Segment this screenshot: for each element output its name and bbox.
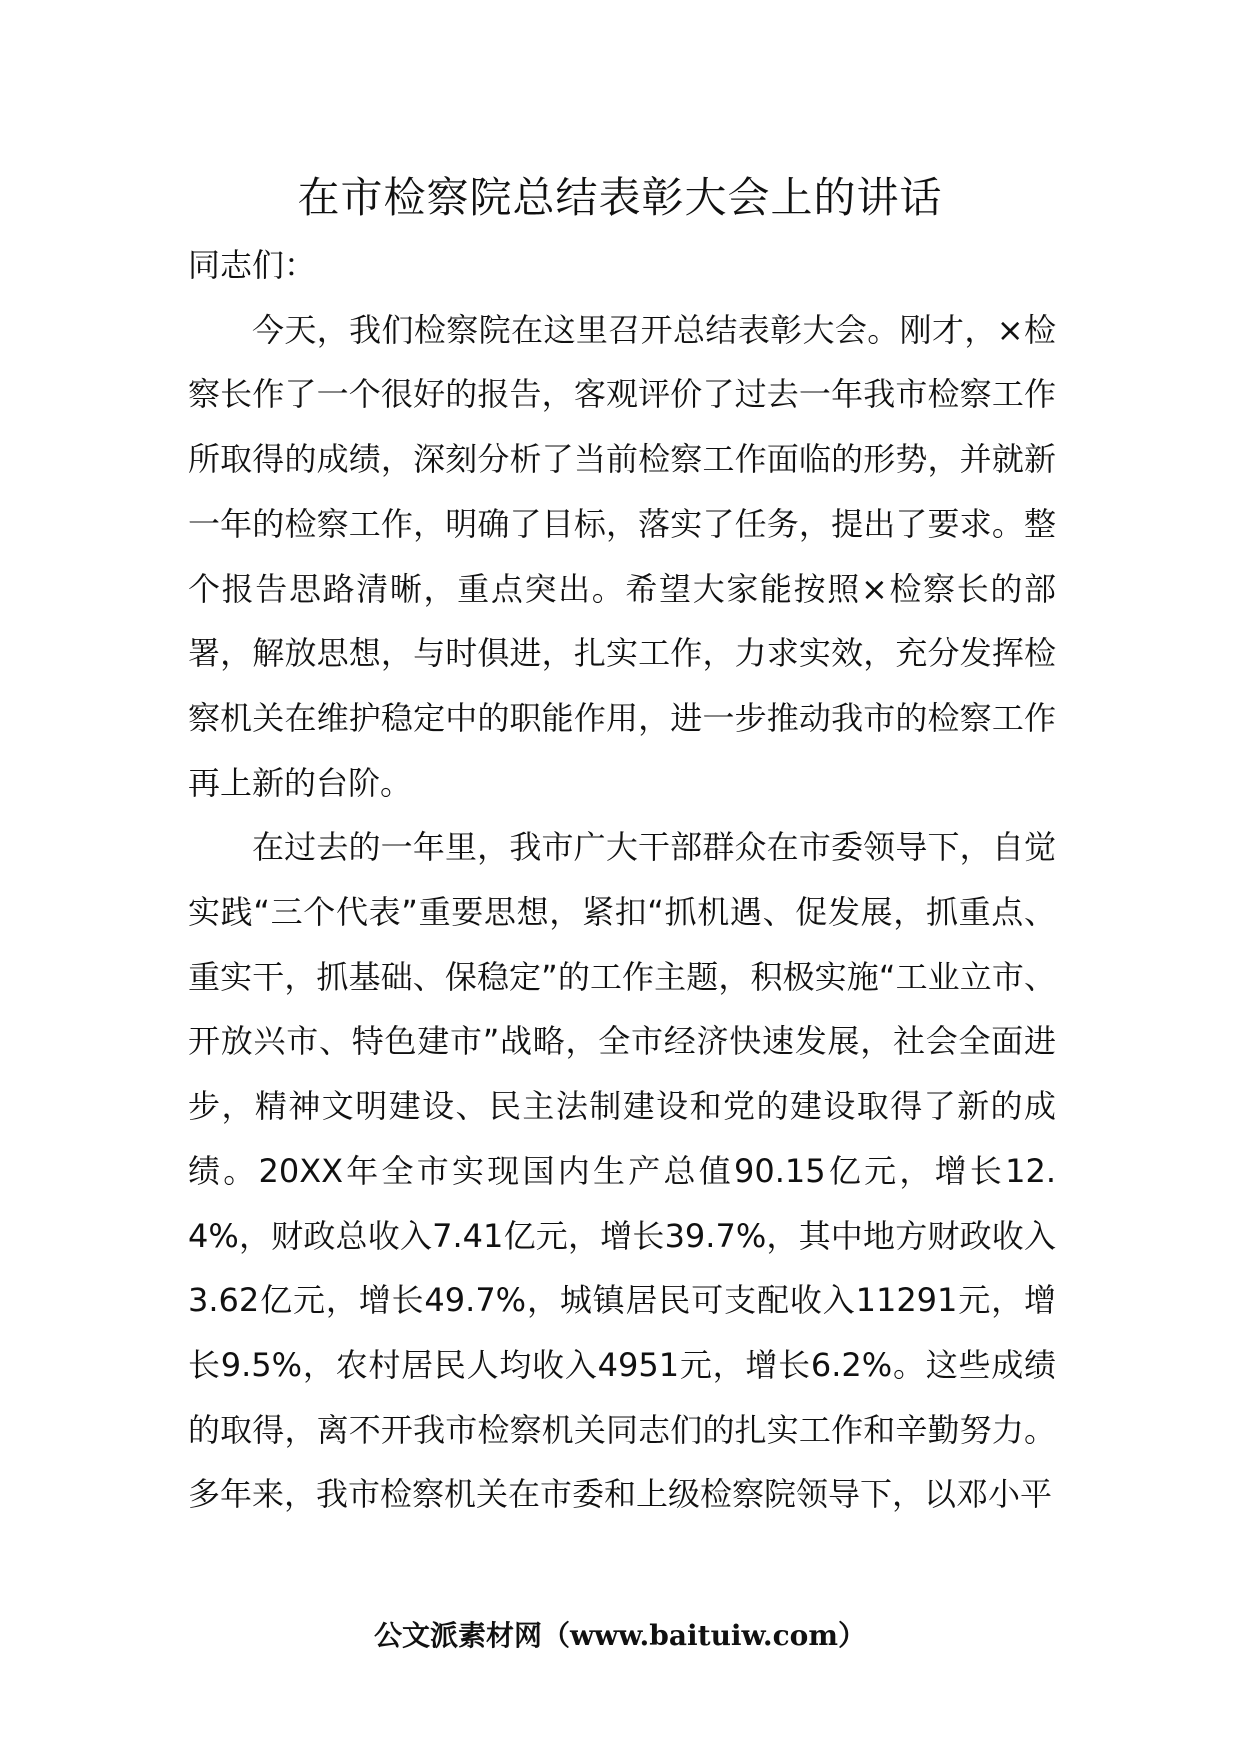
paragraph-1: 今天，我们检察院在这里召开总结表彰大会。刚才，×检察长作了一个很好的报告，客观评价了过去一年我市检察工作所取得的成绩，深刻分析了当前检察工作面临的形势，并就新一年的检察工作，明确了目标，落实了任务，提出了要求。整个报告思路清晰，重点突出。希望大家能按照×检察长的部署，解放思想，与时俱进，扎实工作，力求实效，充分发挥检察机关在维护稳定中的职能作用，进一步推动我市的检察工作再上新的台阶。 — [188, 310, 1056, 802]
document-title: 在市检察院总结表彰大会上的讲话 — [297, 173, 943, 222]
salutation: 同志们： — [188, 246, 317, 284]
document-body — [188, 233, 1056, 1527]
paragraph-2: 在过去的一年里，我市广大干部群众在市委领导下，自觉实践“三个代表”重要思想，紧扣“抓机遇、促发展，抓重点、重实干，抓基础、保稳定”的工作主题，积极实施“工业立市、开放兴市、特色建市”战略，全市经济快速发展，社会全面进步，精神文明建设、民主法制建设和党的建设取得了新的成绩。20XX年全市实现国内生产总值90.15亿元，增长12.4%，财政总收入7.41亿元，增长39.7%，其中地方财政收入3.62亿元，增长49.7%，城镇居民可支配收入11291元，增长9.5%，农村居民人均收入4951元，增长6.2%。这些成绩的取得，离不开我市检察机关同志们的扎实工作和辛勤努力。多年来，我市检察机关在市委和上级检察院领导下，以邓小平 — [188, 828, 1056, 1514]
watermark-footer: 公文派素材网（www.baituiw.com） — [374, 1619, 866, 1652]
